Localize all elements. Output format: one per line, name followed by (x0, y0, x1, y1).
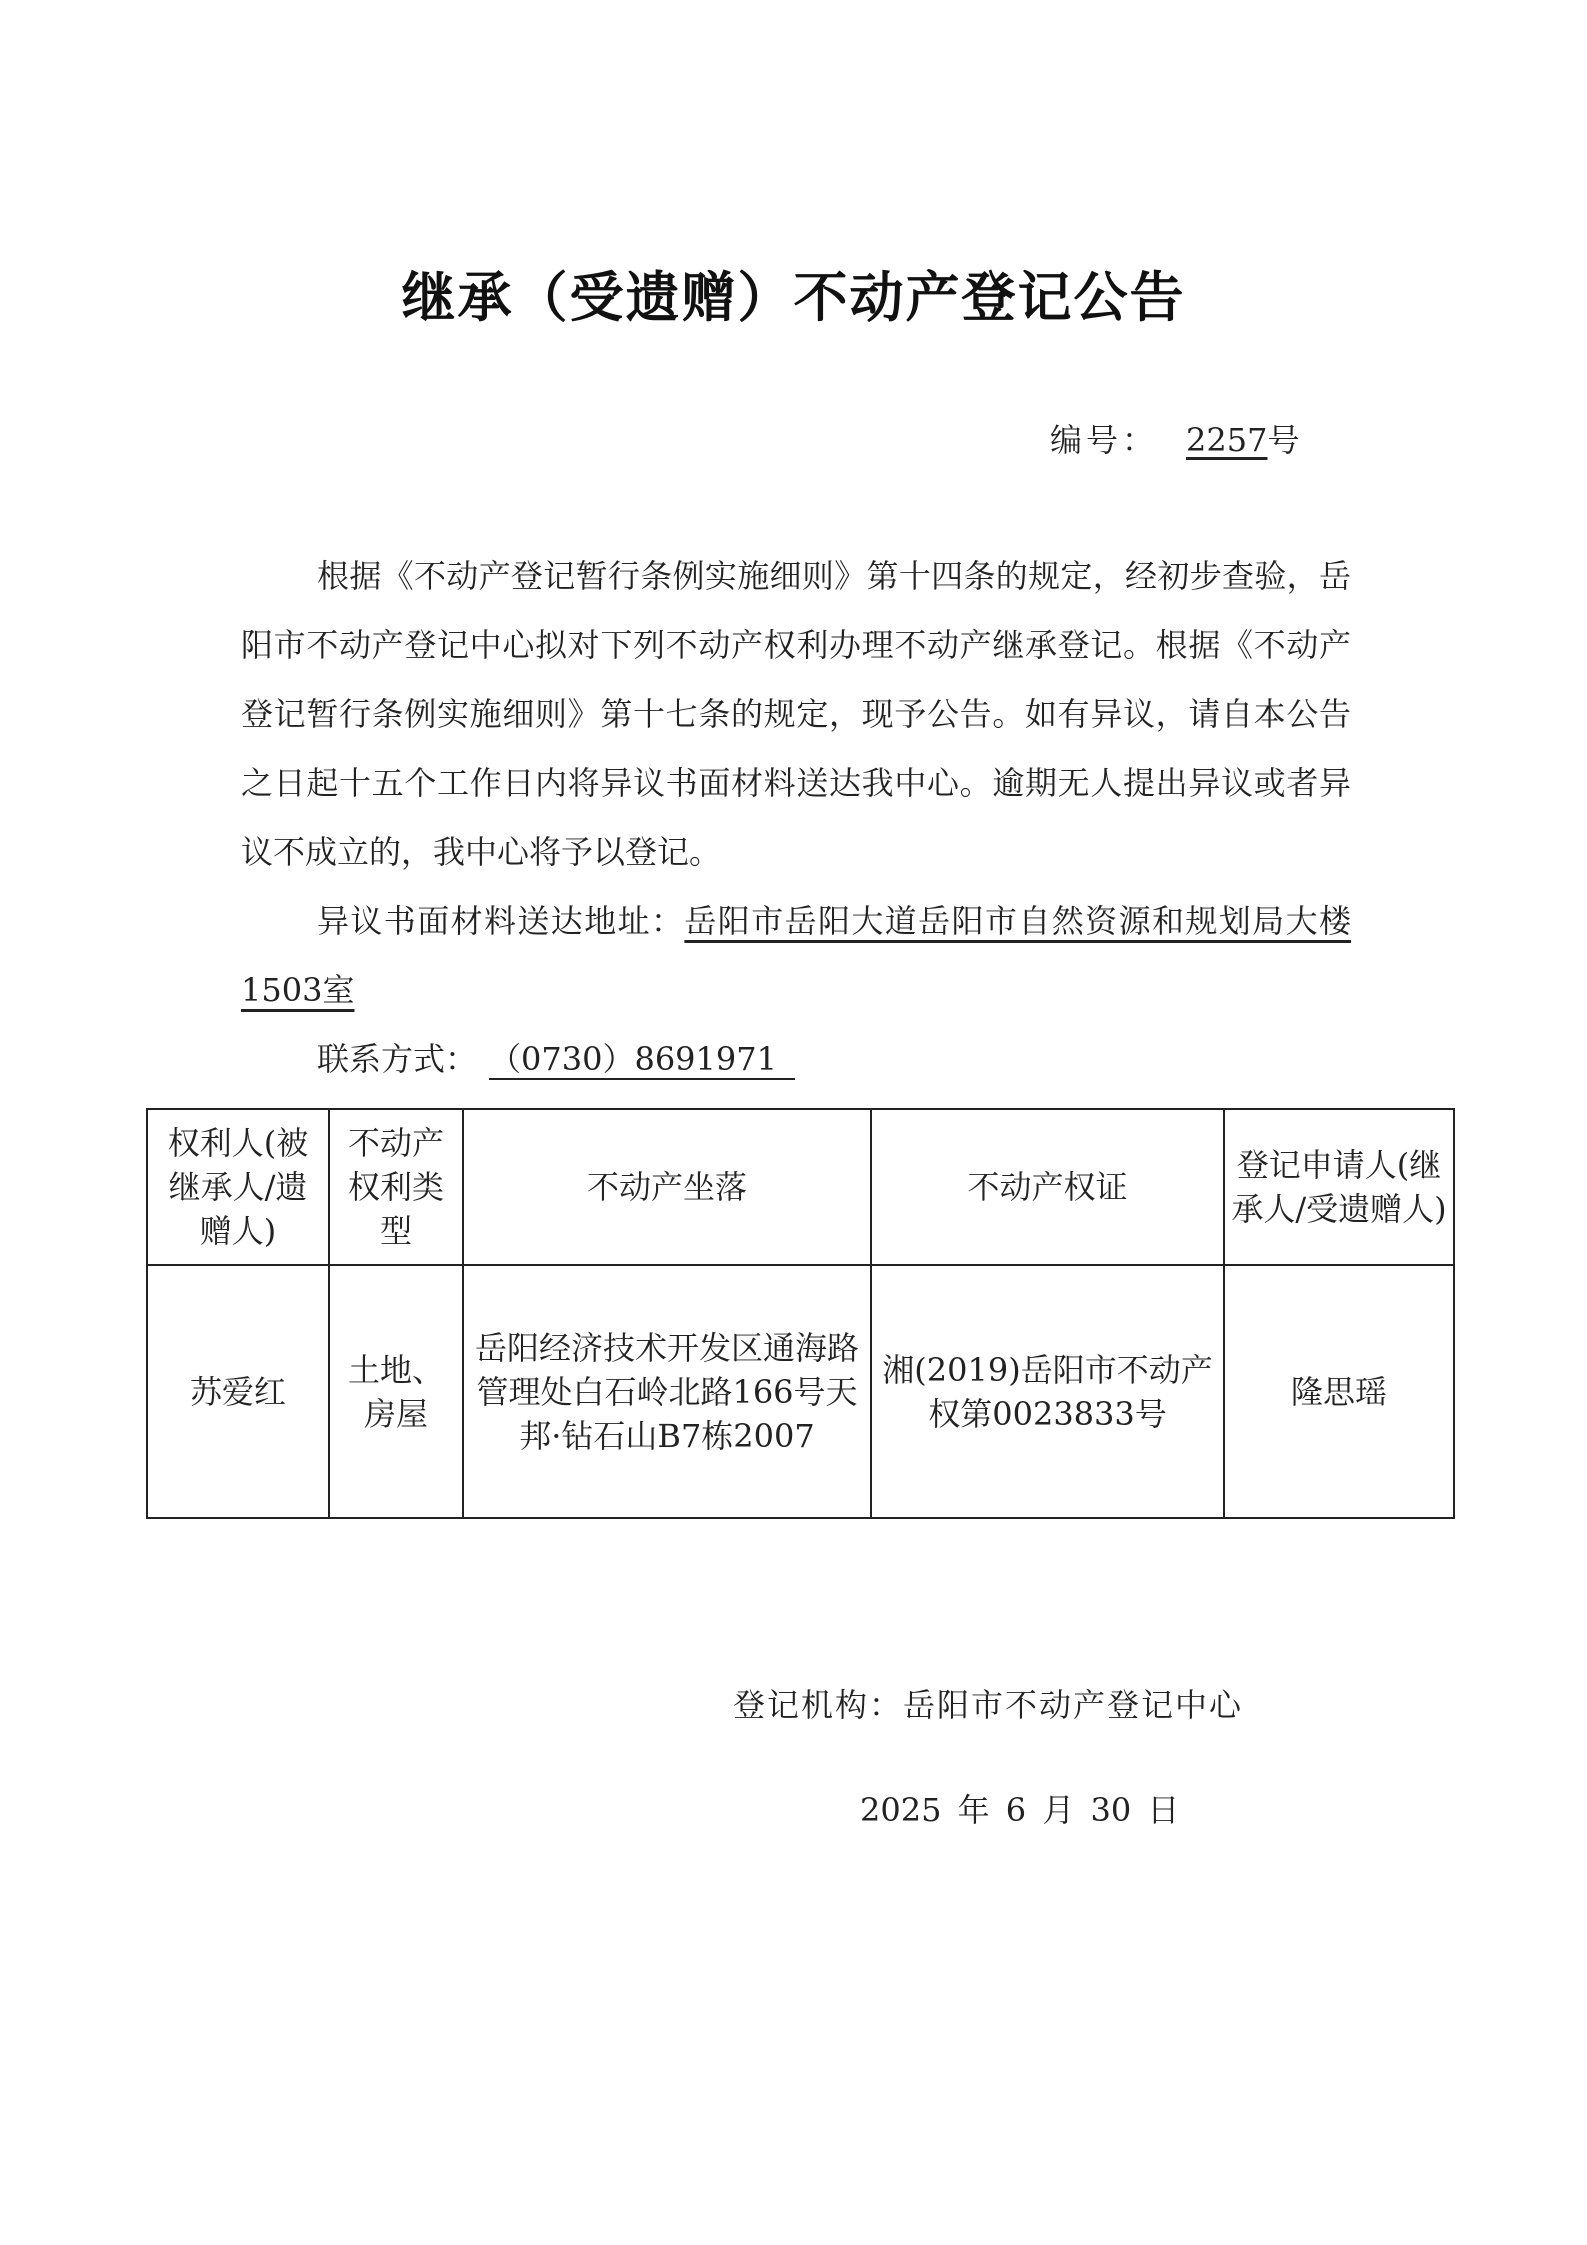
contact-value: （0730）8691971 (489, 1040, 795, 1080)
serial-suffix: 号 (1267, 421, 1304, 459)
table-header-row (147, 1109, 1454, 1265)
header-applicant: 登记申请人(继承人/受遗赠人) (1224, 1109, 1454, 1265)
cell-location: 岳阳经济技术开发区通海路管理处白石岭北路166号天邦·钻石山B7栋2007 (463, 1265, 871, 1518)
address-value: 岳阳市岳阳大道岳阳市自然资源和规划局大楼1503室 (241, 902, 1351, 1009)
issue-date: 2025 年 6 月 30 日 (860, 1791, 1180, 1829)
header-certificate: 不动产权证 (871, 1109, 1224, 1265)
address-paragraph (241, 887, 1351, 1025)
contact-label: 联系方式： (317, 1040, 478, 1078)
cell-right-type: 土地、房屋 (329, 1265, 463, 1518)
page-title: 继承（受遗赠）不动产登记公告 (401, 266, 1186, 329)
address-label: 异议书面材料送达地址： (317, 902, 685, 940)
table-row (147, 1265, 1454, 1518)
header-rights-holder: 权利人(被继承人/遗赠人) (147, 1109, 329, 1265)
serial-number (1050, 415, 1303, 461)
registrar: 登记机构：岳阳市不动产登记中心 (733, 1686, 1244, 1724)
cell-applicant: 隆思瑶 (1224, 1265, 1454, 1518)
cell-rights-holder: 苏爱红 (147, 1265, 329, 1518)
serial-label: 编号： (1050, 421, 1159, 459)
contact-paragraph (241, 1025, 1351, 1094)
cell-certificate: 湘(2019)岳阳市不动产权第0023833号 (871, 1265, 1224, 1518)
serial-number-value: 2257 (1186, 421, 1268, 459)
main-paragraph: 根据《不动产登记暂行条例实施细则》第十四条的规定，经初步查验，岳阳市不动产登记中心拟对下列不动产权利办理不动产继承登记。根据《不动产登记暂行条例实施细则》第十七条的规定，现予公告。如有异议，请自本公告之日起十五个工作日内将异议书面材料送达我中心。逾期无人提出异议或者异议不成立的，我中心将予以登记。 (241, 557, 1351, 871)
property-table (146, 1108, 1455, 1519)
header-location: 不动产坐落 (463, 1109, 871, 1265)
notice-body (241, 542, 1351, 1094)
header-right-type: 不动产权利类型 (329, 1109, 463, 1265)
